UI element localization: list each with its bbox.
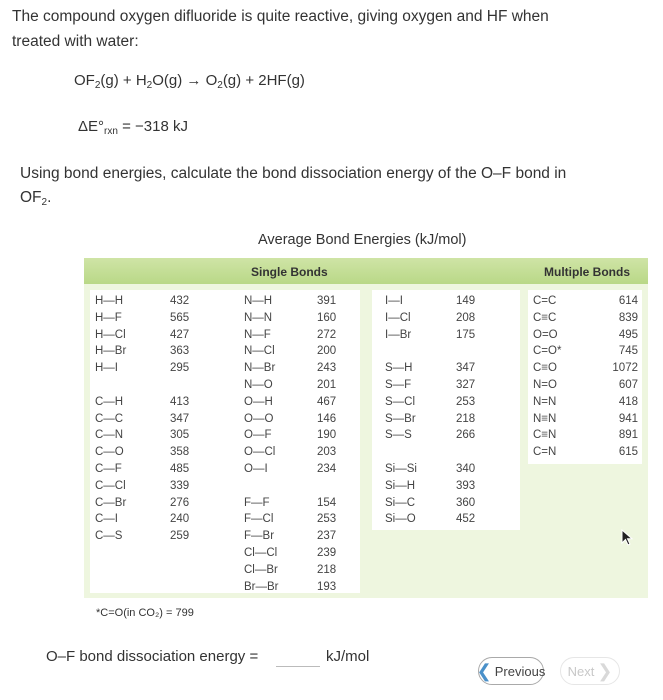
single-bonds-header: Single Bonds [251, 265, 328, 279]
table-title: Average Bond Energies (kJ/mol) [258, 232, 467, 248]
delta-e-reaction: $\Delta E^\circ_{rxn} = -318$ kJ [78, 118, 188, 137]
col1-values: 432 565 427 363 295 413 347 305 358 485 339 276 240 259 [170, 295, 190, 543]
question-intro-line2: treated with water: [12, 33, 139, 50]
reaction-equation: $OF_2(g) + H_2O(g) \to O_2(g) + 2HF(g)$ [74, 72, 305, 91]
previous-label: Previous [494, 663, 546, 679]
multiple-bonds-header: Multiple Bonds [544, 265, 630, 279]
mouse-cursor-icon [621, 529, 635, 547]
col2-values: 391 160 272 200 243 201 467 146 190 203 234 154 253 237 239 218 193 [317, 295, 337, 593]
question-prompt-line1: Using bond energies, calculate the bond dissociation energy of the O–F bond in [20, 165, 567, 182]
previous-button[interactable] [478, 657, 544, 685]
col3-values: 149 208 175 347 327 253 218 266 340 393 360 452 [456, 295, 476, 526]
col3-bonds: I—I I—Cl I—Br S—H S—F S—Cl S—Br S—S Si—Si Si—H Si—C Si—O [385, 295, 417, 526]
table-footnote: *C=O(in CO₂) = 799 [96, 607, 194, 619]
question-intro-line1: The compound oxygen difluoride is quite reactive, giving oxygen and HF when [12, 8, 549, 25]
col4-values: 614 839 495 745 1072 607 418 941 891 615 [612, 295, 638, 459]
chevron-left-icon: ❮ [476, 661, 492, 681]
col1-bonds: H—H H—F H—Cl H—Br H—I C—H C—C C—N C—O C—F C—Cl C—Br C—I C—S [95, 295, 127, 543]
answer-unit: kJ/mol [326, 648, 370, 665]
answer-input[interactable] [276, 645, 320, 667]
next-label: Next [567, 663, 595, 679]
col4-bonds: C=C C≡C O=O C=O* C≡O N=O N=N N≡N C≡N C=N [533, 295, 562, 459]
next-button[interactable] [560, 657, 620, 685]
chevron-right-icon: ❯ [597, 661, 613, 681]
question-prompt-line2: $OF_2$. [20, 189, 52, 208]
answer-label: O–F bond dissociation energy = [46, 648, 259, 665]
col2-bonds: N—H N—N N—F N—Cl N—Br N—O O—H O—O O—F O—Cl O—I F—F F—Cl F—Br Cl—Cl Cl—Br Br—Br [244, 295, 279, 593]
